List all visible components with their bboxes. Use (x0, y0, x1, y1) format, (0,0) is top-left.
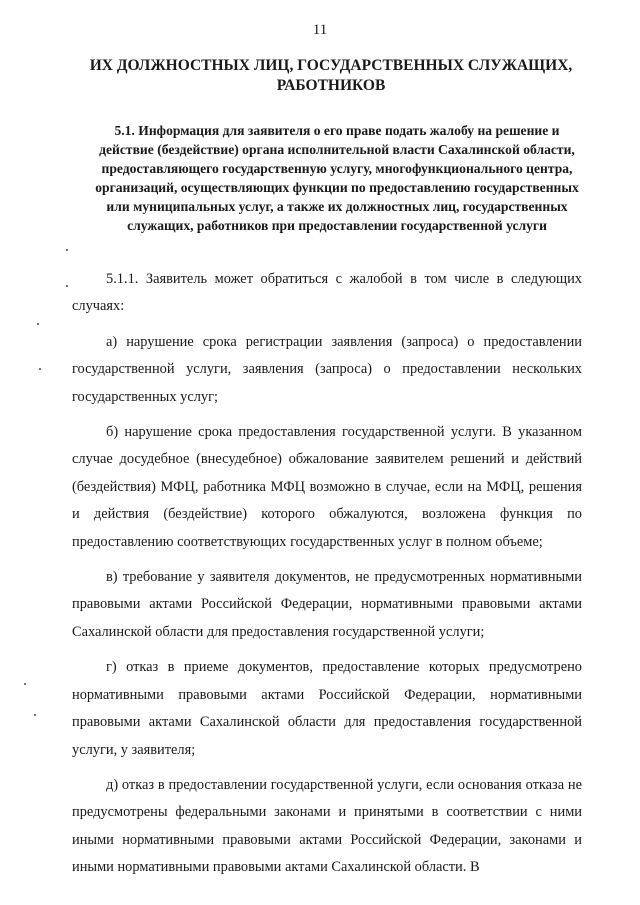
scan-mark (34, 714, 36, 716)
section-heading: ИХ ДОЛЖНОСТНЫХ ЛИЦ, ГОСУДАРСТВЕННЫХ СЛУЖАЩИХ, РАБОТНИКОВ (89, 57, 573, 94)
scan-mark (39, 368, 41, 370)
paragraph-item-d: д) отказ в предоставлении государственной услуги, если основания отказа не предусмотрены федеральными законами и принятыми в соответствии с ними иными нормативными правовыми актами Российской Федерации, законами и иными нормативными правовыми актами Сахалинской области. В (72, 776, 582, 876)
paragraph-item-b: б) нарушение срока предоставления государственной услуги. В указанном случае досудебное (внесудебное) обжалование заявителем решений и действий (бездействия) МФЦ, работника МФЦ возможно в случае, если на МФЦ, решения и действия (бездействие) которого обжалуются, возложена функция по предоставлению соответствующих государственных услуг в полном объеме; (72, 424, 582, 550)
subsection-heading: 5.1. Информация для заявителя о его праве подать жалобу на решение и действие (бездействие) органа исполнительной власти Сахалинской области, предоставляющего государственную услугу, многофункционального центра, организаций, осуществляющих функции по предоставлению государственных или муниципальных услуг, а также их должностных лиц, государственных служащих, работников при предоставлении государственной услуги (95, 123, 579, 233)
scan-mark (66, 285, 68, 287)
scan-mark (66, 249, 68, 251)
paragraph-item-g: г) отказ в приеме документов, предоставление которых предусмотрено нормативными правовыми актами Российской Федерации, нормативными правовыми актами Сахалинской области для предоставления государственной услуги, у заявителя; (72, 659, 582, 758)
body-text (72, 266, 582, 890)
scan-mark (24, 683, 26, 685)
paragraph-item-v: в) требование у заявителя документов, не предусмотренных нормативными правовыми актами Российской Федерации, нормативными правовыми актами Сахалинской области для предоставления государственной услуги; (72, 569, 582, 640)
scan-mark (37, 323, 39, 325)
paragraph-item-a: а) нарушение срока регистрации заявления (запроса) о предоставлении государственной услуги, заявления (запроса) о предоставлении нескольких государственных услуг; (72, 333, 582, 405)
page-number: 11 (312, 22, 328, 38)
paragraph-5-1-1: 5.1.1. Заявитель может обратиться с жалобой в том числе в следующих случаях: (72, 271, 582, 315)
